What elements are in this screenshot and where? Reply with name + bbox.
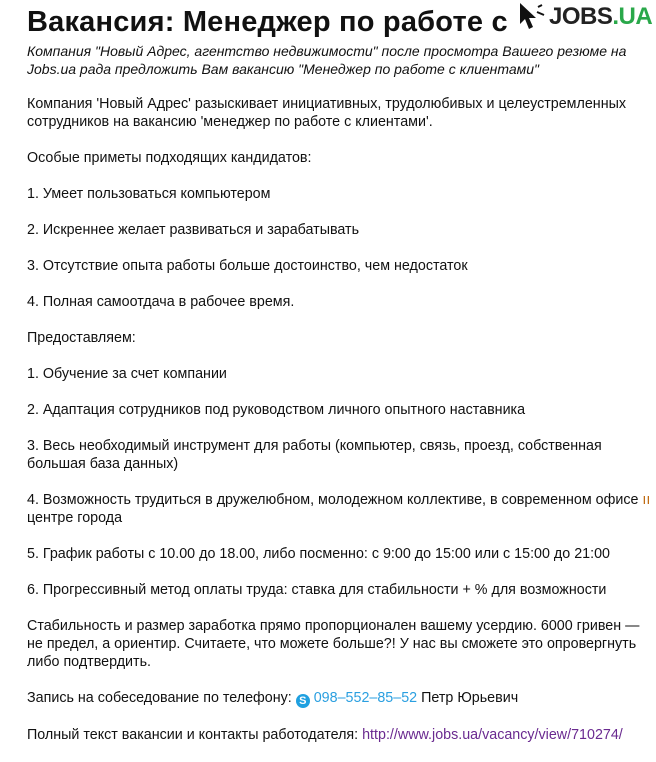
full-text-line: Полный текст вакансии и контакты работодателя: http://www.jobs.ua/vacancy/view/710274/ xyxy=(27,727,623,743)
requirement-item: 1. Умеет пользоваться компьютером xyxy=(27,186,271,202)
cursor-arrow-icon xyxy=(517,2,547,32)
requirement-item: 3. Отсутствие опыта работы больше достоинство, чем недостаток xyxy=(27,258,468,274)
requirements-heading: Особые приметы подходящих кандидатов: xyxy=(27,150,312,166)
phone-link[interactable]: 098–552–85–52 xyxy=(313,690,418,706)
offer-item: 2. Адаптация сотрудников под руководством личного опытного наставника xyxy=(27,402,526,418)
vacancy-url-link[interactable]: http://www.jobs.ua/vacancy/view/710274/ xyxy=(362,727,623,743)
offer-item: 5. График работы с 10.00 до 18.00, либо посменно: с 9:00 до 15:00 или с 15:00 до 21:00 xyxy=(27,546,610,562)
salary-text: Стабильность и размер заработка прямо пропорционален вашему усердию. 6000 гривен — не предел, а ориентир. Считаете, что можете больше?! У нас вы сможете это опровергнуть либо подтвердить. xyxy=(27,618,640,670)
subtitle: Компания "Новый Адрес, агентство недвижимости" после просмотра Вашего резюме на Jobs.ua рада предложить Вам вакансию "Менеджер по работе с клиентами" xyxy=(27,43,627,77)
skype-icon[interactable]: S xyxy=(296,694,310,708)
vacancy-body xyxy=(27,95,655,762)
offer-item: 6. Прогрессивный метод оплаты труда: ставка для стабильности + % для возможности xyxy=(27,582,607,598)
page-title: Вакансия: Менеджер по работе с xyxy=(27,6,508,38)
offer-item: 4. Возможность трудиться в дружелюбном, молодежном коллективе, в современном офисе ıı центре города xyxy=(27,492,651,526)
requirement-item: 2. Искреннее желает развиваться и зарабатывать xyxy=(27,222,360,238)
offer-item: 1. Обучение за счет компании xyxy=(27,366,227,382)
contact-line: Запись на собеседование по телефону: S 098–552–85–52 Петр Юрьевич xyxy=(27,690,519,707)
offer-heading: Предоставляем: xyxy=(27,330,136,346)
offer-item: 3. Весь необходимый инструмент для работы (компьютер, связь, проезд, собственная большая база данных) xyxy=(27,438,602,472)
requirement-item: 4. Полная самоотдача в рабочее время. xyxy=(27,294,295,310)
jobs-ua-logo[interactable]: JOBS.UA xyxy=(517,0,656,34)
intro: Компания 'Новый Адрес' разыскивает инициативных, трудолюбивых и целеустремленных сотрудников на вакансию 'менеджер по работе с клиентами'. xyxy=(27,96,627,130)
